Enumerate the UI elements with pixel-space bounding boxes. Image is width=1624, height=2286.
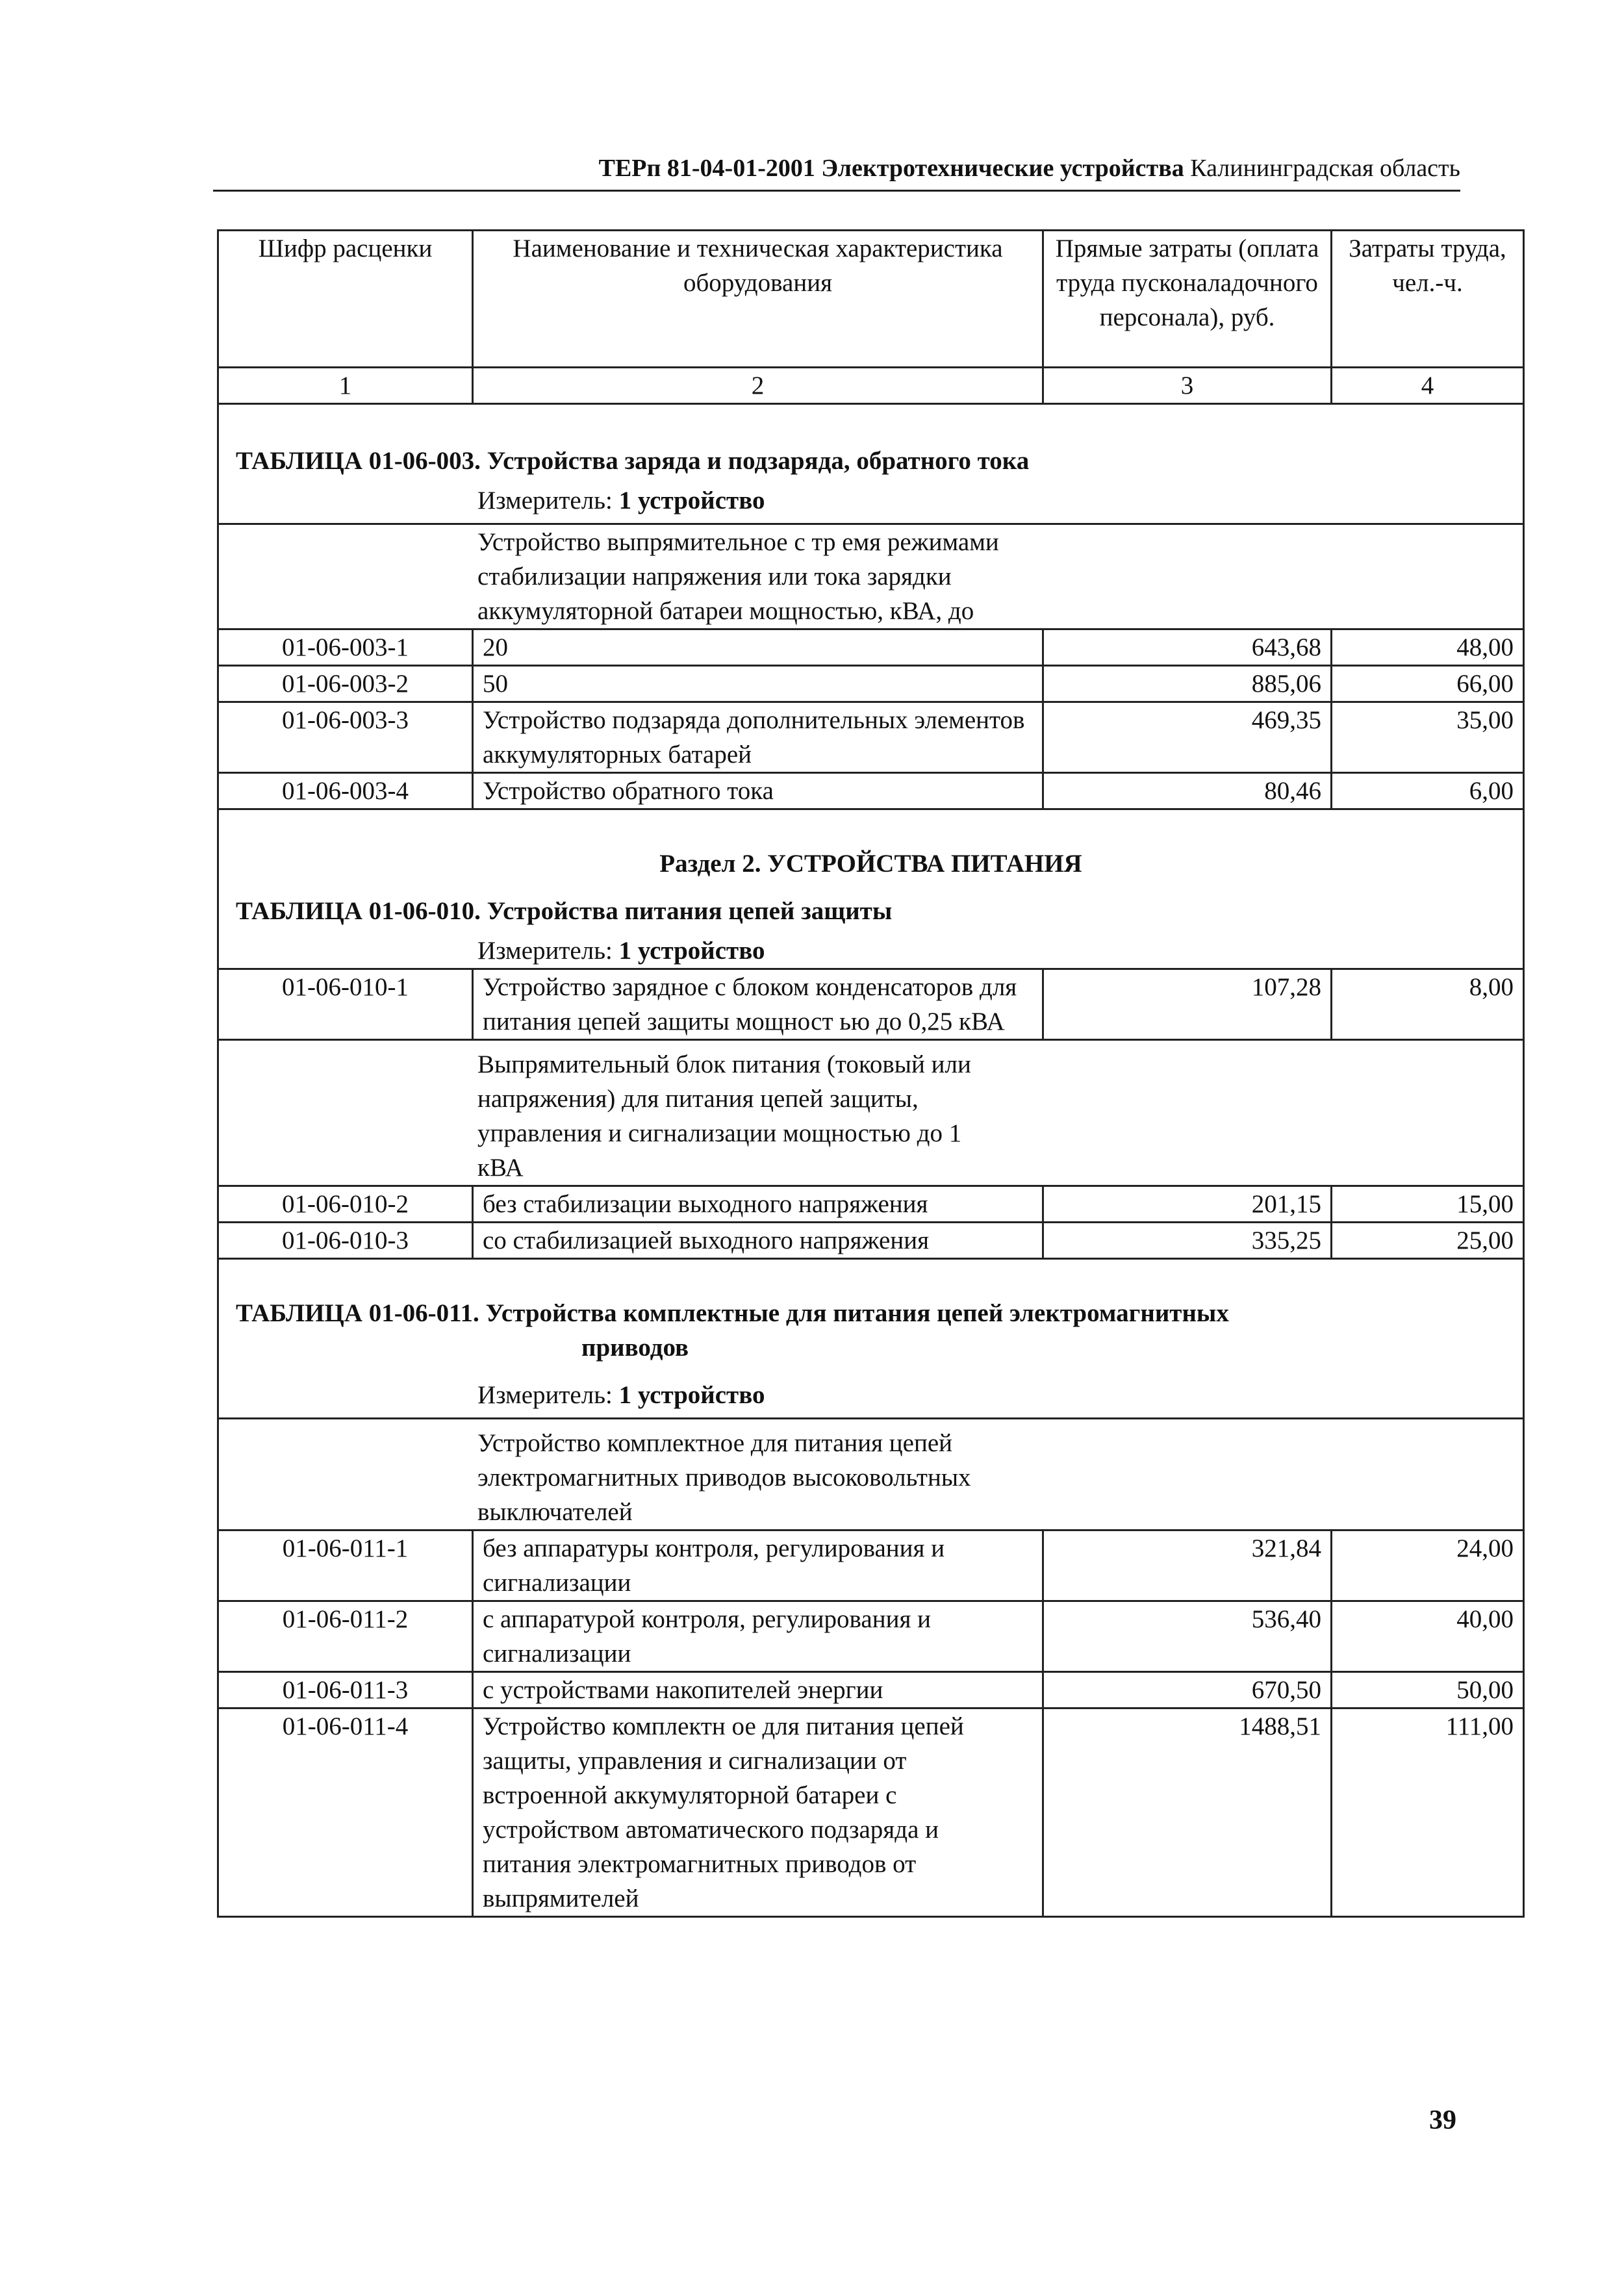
row-cost: 1488,51 [1043,1708,1332,1917]
table-title-row [218,881,1524,928]
row-code: 01-06-011-4 [218,1708,473,1917]
row-name: с аппаратурой контроля, регулирования и сигнализации [473,1601,1043,1672]
column-header-row [218,231,1524,368]
table-title-line2: приводов [581,1334,689,1362]
row-name: без стабилизации выходного напряжения [473,1186,1043,1223]
row-labor: 6,00 [1332,773,1524,809]
section-title: Раздел 2. УСТРОЙСТВА ПИТАНИЯ [218,809,1524,882]
row-labor: 35,00 [1332,702,1524,773]
row-cost: 321,84 [1043,1530,1332,1601]
row-labor: 48,00 [1332,629,1524,666]
table-title-line1: ТАБЛИЦА 01-06-011. Устройства комплектные для питания цепей электромагнитных [236,1299,1229,1327]
table-row [218,773,1524,809]
row-cost: 201,15 [1043,1186,1332,1223]
row-code: 01-06-010-3 [218,1223,473,1259]
row-code: 01-06-011-1 [218,1530,473,1601]
row-labor: 40,00 [1332,1601,1524,1672]
page-number: 39 [1429,2105,1456,2135]
measure-unit [218,928,1524,969]
table-row [218,1672,1524,1708]
row-code: 01-06-010-1 [218,969,473,1040]
measure-label: Измеритель: [477,1381,613,1409]
table-row [218,1601,1524,1672]
row-cost: 80,46 [1043,773,1332,809]
row-name: без аппаратуры контроля, регулирования и сигнализации [473,1530,1043,1601]
row-labor: 111,00 [1332,1708,1524,1917]
row-cost: 469,35 [1043,702,1332,773]
row-name: со стабилизацией выходного напряжения [473,1223,1043,1259]
row-name: Устройство зарядное с блоком конденсаторов для питания цепей защиты мощност ью до 0,25 кВА [473,969,1043,1040]
row-cost: 643,68 [1043,629,1332,666]
measure-row [218,478,1524,524]
col-cost-header: Прямые затраты (оплата труда пусконаладочного персонала), руб. [1043,231,1332,368]
col-number: 2 [473,368,1043,404]
table-title-row [218,404,1524,479]
row-cost: 107,28 [1043,969,1332,1040]
col-number: 1 [218,368,473,404]
running-header [213,147,1460,192]
section-title-row [218,809,1524,882]
row-name: Устройство подзаряда дополнительных элементов аккумуляторных батарей [473,702,1043,773]
row-code: 01-06-003-4 [218,773,473,809]
group-desc-row [218,524,1524,629]
col-number: 4 [1332,368,1524,404]
doc-title: Электротехнические устройства [821,155,1184,182]
table-row [218,1223,1524,1259]
measure-label: Измеритель: [477,487,613,514]
row-name: с устройствами накопителей энергии [473,1672,1043,1708]
col-labor-header: Затраты труда, чел.-ч. [1332,231,1524,368]
col-number: 3 [1043,368,1332,404]
group-desc-row [218,1040,1524,1186]
group-description: Устройство выпрямительное с тр емя режимами стабилизации напряжения или тока зарядки аккумуляторной батареи мощностью, кВА, до [218,524,1524,629]
row-code: 01-06-003-2 [218,666,473,702]
measure-label: Измеритель: [477,937,613,965]
row-labor: 50,00 [1332,1672,1524,1708]
col-name-header: Наименование и техническая характеристика оборудования [473,231,1043,368]
table-title [218,1259,1524,1365]
row-cost: 885,06 [1043,666,1332,702]
table-row [218,629,1524,666]
table-row [218,1530,1524,1601]
price-table [217,229,1525,1918]
row-name: 50 [473,666,1043,702]
measure-value: 1 устройство [618,937,765,965]
row-code: 01-06-011-3 [218,1672,473,1708]
table-row [218,1186,1524,1223]
group-description: Устройство комплектное для питания цепей электромагнитных приводов высоковольтных выключателей [218,1419,1524,1530]
table-row [218,666,1524,702]
table-row [218,702,1524,773]
table-row [218,1708,1524,1917]
row-name: Устройство обратного тока [473,773,1043,809]
row-code: 01-06-003-3 [218,702,473,773]
measure-value: 1 устройство [618,1381,765,1409]
row-name: Устройство комплектн ое для питания цепей защиты, управления и сигнализации от встроенной аккумуляторной батареи с устройством автоматического подзаряда и питания электромагнитных приводов от выпрямителей [473,1708,1043,1917]
table-row [218,969,1524,1040]
measure-row [218,1365,1524,1419]
measure-unit [218,478,1524,524]
group-desc-row [218,1419,1524,1530]
column-number-row [218,368,1524,404]
row-code: 01-06-010-2 [218,1186,473,1223]
row-labor: 8,00 [1332,969,1524,1040]
row-labor: 15,00 [1332,1186,1524,1223]
col-code-header: Шифр расценки [218,231,473,368]
row-labor: 66,00 [1332,666,1524,702]
table-title: ТАБЛИЦА 01-06-010. Устройства питания цепей защиты [218,881,1524,928]
table-title-row [218,1259,1524,1365]
measure-row [218,928,1524,969]
table-title: ТАБЛИЦА 01-06-003. Устройства заряда и подзаряда, обратного тока [218,404,1524,479]
row-code: 01-06-011-2 [218,1601,473,1672]
row-labor: 25,00 [1332,1223,1524,1259]
row-code: 01-06-003-1 [218,629,473,666]
row-cost: 335,25 [1043,1223,1332,1259]
row-cost: 670,50 [1043,1672,1332,1708]
row-labor: 24,00 [1332,1530,1524,1601]
region: Калининградская область [1190,155,1460,182]
measure-unit [218,1365,1524,1419]
doc-code: ТЕРп 81-04-01-2001 [598,155,815,182]
row-cost: 536,40 [1043,1601,1332,1672]
row-name: 20 [473,629,1043,666]
group-description: Выпрямительный блок питания (токовый или напряжения) для питания цепей защиты, управления и сигнализации мощностью до 1 кВА [218,1040,1524,1186]
measure-value: 1 устройство [618,487,765,514]
